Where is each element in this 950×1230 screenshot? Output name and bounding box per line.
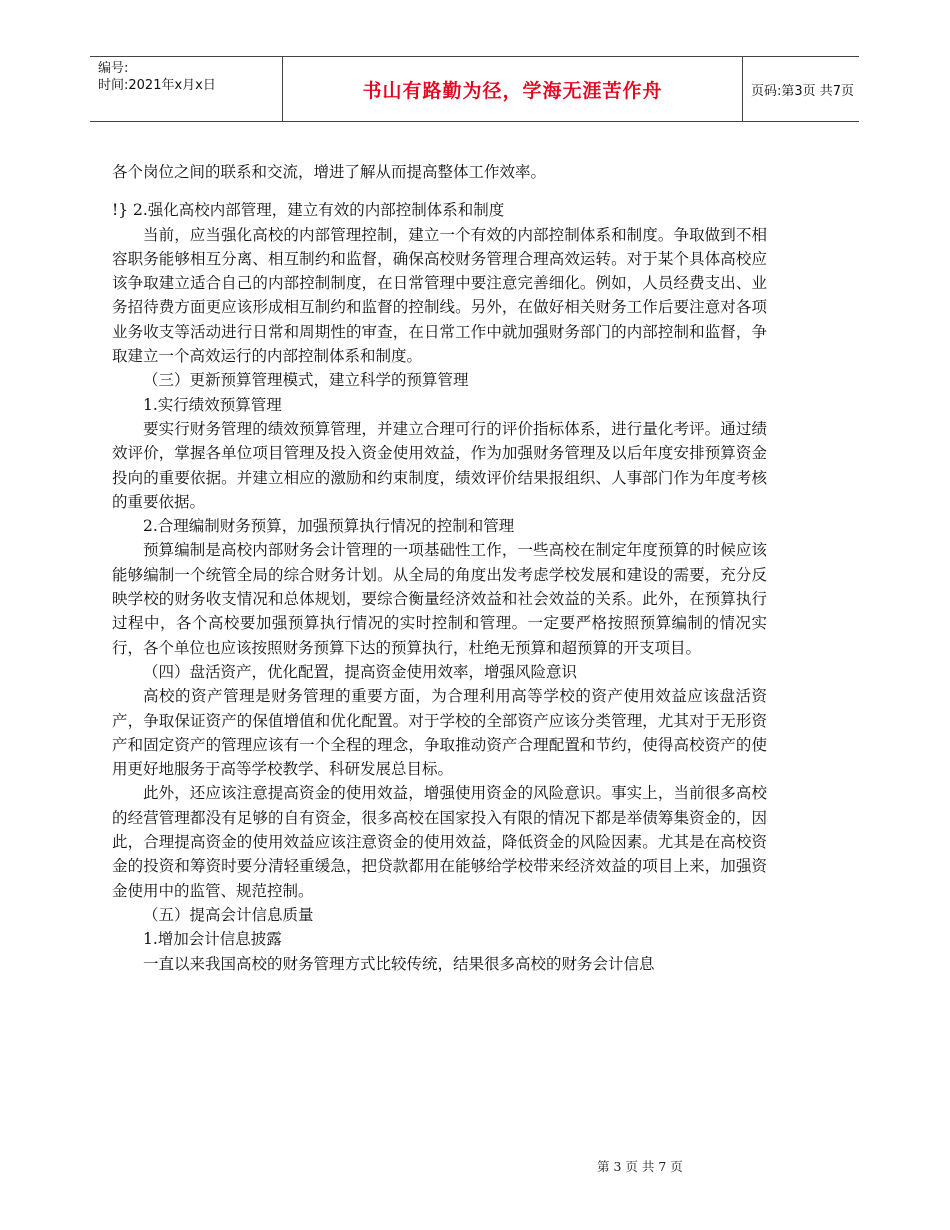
header-page-number: 页码:第3页 共7页 xyxy=(742,57,859,121)
section-heading: !} 2.强化高校内部管理，建立有效的内部控制体系和制度 xyxy=(112,201,505,220)
paragraph: 预算编制是高校内部财务会计管理的一项基础性工作，一些高校在制定年度预算的时候应该能够编制一个统管全局的综合财务计划。从全局的角度出发考虑学校发展和建设的需要，充分反映学校的财务收支情况和总体规划，要综合衡量经济效益和社会效益的关系。此外，在预算执行过程中，各个高校要加强预算执行情况的实时控制和管理。一定要严格按照预算编制的情况实行，各个单位也应该按照财务预算下达的预算执行，杜绝无预算和超预算的开支项目。 xyxy=(112,541,767,657)
header-meta xyxy=(90,57,283,121)
page-header xyxy=(90,56,859,122)
paragraph: 一直以来我国高校的财务管理方式比较传统，结果很多高校的财务会计信息 xyxy=(143,954,655,973)
document-number-label: 编号: xyxy=(98,61,129,76)
paragraph: 当前，应当强化高校的内部管理控制，建立一个有效的内部控制体系和制度。争取做到不相容职务能够相互分离、相互制约和监督，确保高校财务管理合理高效运转。对于某个具体高校应该争取建立适合自己的内部控制制度，在日常管理中要注意完善细化。例如，人员经费支出、业务招待费方面更应该形成相互制约和监督的控制线。另外，在做好相关财务工作后要注意对各项业务收支等活动进行日常和周期性的审查，在日常工作中就加强财务部门的内部控制和监督，争取建立一个高效运行的内部控制体系和制度。 xyxy=(112,225,767,366)
section-heading: （五）提高会计信息质量 xyxy=(143,905,314,924)
document-body xyxy=(112,160,767,976)
subsection-heading: 1.增加会计信息披露 xyxy=(143,930,282,949)
header-motto: 书山有路勤为径，学海无涯苦作舟 xyxy=(362,79,663,102)
paragraph: 高校的资产管理是财务管理的重要方面，为合理利用高等学校的资产使用效益应该盘活资产，争取保证资产的保值增值和优化配置。对于学校的全部资产应该分类管理，尤其对于无形资产和固定资产的管理应该有一个全程的理念，争取推动资产合理配置和节约，使得高校资产的使用更好地服务于高等学校教学、科研发展总目标。 xyxy=(112,687,767,779)
document-time-label: 时间:2021年x月x日 xyxy=(98,78,216,93)
paragraph: 此外，还应该注意提高资金的使用效益，增强使用资金的风险意识。事实上，当前很多高校的经营管理都没有足够的自有资金，很多高校在国家投入有限的情况下都是举债筹集资金的，因此，合理提高资金的使用效益应该注意资金的使用效益，降低资金的风险因素。尤其是在高校资金的投资和筹资时要分清轻重缓急，把贷款都用在能够给学校带来经济效益的项目上来，加强资金使用中的监管、规范控制。 xyxy=(112,784,767,900)
paragraph: 要实行财务管理的绩效预算管理，并建立合理可行的评价指标体系，进行量化考评。通过绩效评价，掌握各单位项目管理及投入资金使用效益，作为加强财务管理及以后年度安排预算资金投向的重要依据。并建立相应的激励和约束制度，绩效评价结果报组织、人事部门作为年度考核的重要依据。 xyxy=(112,419,767,511)
subsection-heading: 2.合理编制财务预算，加强预算执行情况的控制和管理 xyxy=(143,517,515,536)
section-heading: （四）盘活资产，优化配置，提高资金使用效率，增强风险意识 xyxy=(143,662,578,681)
page-footer: 第 3 页 共 7 页 xyxy=(597,1159,683,1174)
subsection-heading: 1.实行绩效预算管理 xyxy=(143,395,282,414)
section-heading: （三）更新预算管理模式，建立科学的预算管理 xyxy=(143,371,469,390)
paragraph: 各个岗位之间的联系和交流，增进了解从而提高整体工作效率。 xyxy=(112,163,547,181)
